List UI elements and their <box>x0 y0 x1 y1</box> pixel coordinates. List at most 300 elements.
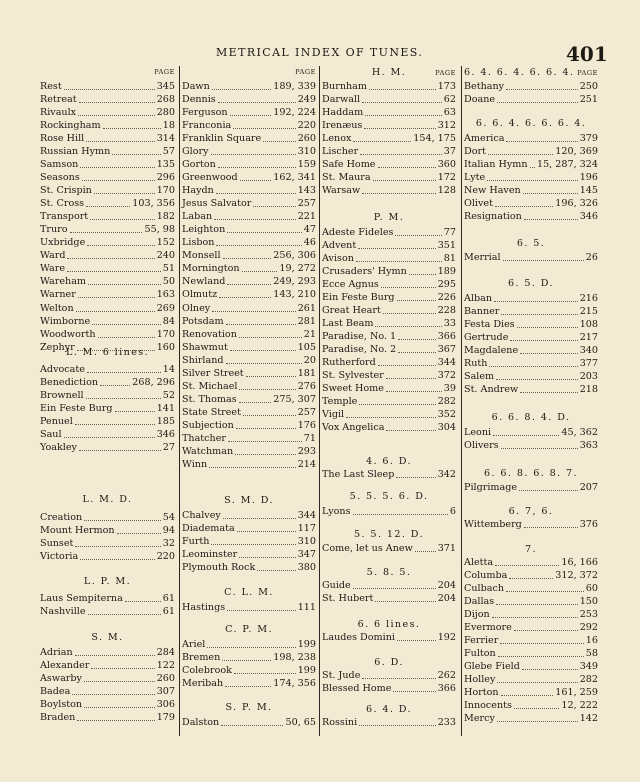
meter-heading: 7. <box>525 544 537 555</box>
dot-leader <box>519 481 578 491</box>
page-reference: 170 <box>156 328 175 340</box>
page-reference: 352 <box>437 409 456 421</box>
tune-name: Holley <box>464 674 496 686</box>
dot-leader <box>86 197 130 207</box>
tune-name: Seasons <box>40 172 80 184</box>
page-reference: 251 <box>579 94 598 106</box>
page-reference: 216 <box>579 293 598 304</box>
index-entry <box>464 556 598 569</box>
dot-leader <box>362 93 442 103</box>
page-reference: 143 <box>297 185 316 197</box>
tune-name: Vox Angelica <box>322 422 385 434</box>
dot-leader <box>227 601 296 611</box>
tune-name: Retreat <box>40 94 77 106</box>
dot-leader <box>353 579 436 589</box>
dot-leader <box>364 119 435 129</box>
index-entry <box>322 184 456 197</box>
tune-name: Avison <box>322 253 354 265</box>
page-reference: 310 <box>297 536 316 548</box>
index-entry <box>40 106 175 119</box>
index-entry <box>40 592 175 605</box>
dot-leader <box>362 669 435 679</box>
page-reference: 189, 339 <box>273 81 316 92</box>
dot-leader <box>497 712 578 722</box>
index-entry <box>464 634 598 647</box>
dot-leader <box>395 226 441 236</box>
tune-name: Banner <box>464 306 500 318</box>
index-entry <box>322 343 456 356</box>
index-entry <box>40 659 175 672</box>
tune-name: Bethany <box>464 81 505 92</box>
dot-leader <box>522 660 578 670</box>
page-title: METRICAL INDEX OF TUNES. <box>216 46 424 59</box>
tune-name: Warsaw <box>322 185 361 197</box>
page-reference: 120, 369 <box>555 146 598 158</box>
tune-name: Penuel <box>40 416 73 428</box>
page-reference: 363 <box>579 440 598 452</box>
page-reference: 16, 166 <box>561 557 598 568</box>
index-entry <box>40 249 175 262</box>
page-reference: 176 <box>297 419 316 431</box>
page-reference: 108 <box>579 319 598 331</box>
page-reference: 6 <box>449 506 456 517</box>
tune-name: Transport <box>40 211 89 223</box>
index-entry <box>182 380 316 393</box>
dot-leader <box>523 184 578 194</box>
page-reference: 61 <box>162 593 175 604</box>
page-reference: 380 <box>297 562 316 574</box>
page-reference: 306 <box>156 699 175 711</box>
index-entry <box>464 305 598 318</box>
tune-name: Yoakley <box>40 442 77 454</box>
dot-leader <box>356 252 442 262</box>
tune-name: Shawmut <box>182 341 228 353</box>
index-entry <box>182 716 316 729</box>
index-entry <box>464 582 598 595</box>
dot-leader <box>87 363 161 373</box>
dot-leader <box>80 158 154 168</box>
tune-name: St. Cross <box>40 198 85 210</box>
index-entry <box>322 505 456 518</box>
index-entry <box>40 145 175 158</box>
meter-heading: 6. 6. 4. 6. 6. 6. 4. <box>475 118 587 129</box>
tune-name: Warner <box>40 289 76 301</box>
dot-leader <box>223 509 296 519</box>
tune-name: St. Maura <box>322 172 371 184</box>
index-entry <box>464 197 598 210</box>
index-entry <box>464 595 598 608</box>
dot-leader <box>75 415 155 425</box>
dot-leader <box>514 699 559 709</box>
meter-heading: 5. 5. 5. 6. D. <box>349 491 429 502</box>
dot-leader <box>84 511 161 521</box>
page-column-label: PAGE <box>435 69 456 77</box>
meter-heading: L. P. M. <box>83 576 132 587</box>
tune-name: Greenwood <box>182 172 238 184</box>
page-reference: 14 <box>162 364 175 375</box>
index-entry <box>40 402 175 415</box>
dot-leader <box>76 302 155 312</box>
tune-name: Irenæus <box>322 120 363 132</box>
tune-name: Brownell <box>40 390 84 402</box>
page-reference: 280 <box>156 107 175 119</box>
index-entry <box>40 605 175 618</box>
page-reference: 342 <box>437 469 456 480</box>
page-reference: 181 <box>297 367 316 379</box>
meter-heading: S. M. <box>91 632 124 643</box>
page-reference: 214 <box>297 458 316 470</box>
tune-name: Thatcher <box>182 432 226 444</box>
tune-name: Boylston <box>40 699 83 711</box>
index-entry <box>40 524 175 537</box>
page-reference: 192, 224 <box>273 107 316 119</box>
tune-name: Chalvey <box>182 510 221 521</box>
index-entry <box>40 93 175 106</box>
page-column-label: PAGE <box>154 68 175 76</box>
page-header <box>0 44 640 68</box>
tune-name: Burnham <box>322 81 367 92</box>
page-reference: 257 <box>297 198 316 210</box>
page-reference: 282 <box>579 674 598 686</box>
dot-leader <box>524 518 578 528</box>
page-reference: 345 <box>156 81 175 92</box>
page-reference: 71 <box>303 432 316 444</box>
tune-name: Alexander <box>40 660 90 672</box>
page-reference: 103, 356 <box>132 198 175 210</box>
index-entry <box>464 93 598 106</box>
index-entry <box>40 428 175 441</box>
index-entry <box>322 226 456 239</box>
dot-leader <box>494 292 578 302</box>
tune-name: Glory <box>182 146 209 158</box>
tune-name: Wareham <box>40 276 87 288</box>
dot-leader <box>360 145 442 155</box>
page-reference: 12, 222 <box>561 700 598 712</box>
tune-name: Colebrook <box>182 665 232 677</box>
index-entry <box>182 302 316 315</box>
meter-heading: 5. 5. 12. D. <box>354 529 424 540</box>
index-entry <box>182 106 316 119</box>
dot-leader <box>510 331 577 341</box>
tune-name: Rivaulx <box>40 107 77 119</box>
dot-leader <box>80 550 154 560</box>
dot-leader <box>86 132 154 142</box>
page-reference: 45, 362 <box>561 427 598 438</box>
page-reference: 360 <box>437 159 456 171</box>
page-reference: 26 <box>585 252 598 263</box>
index-entry <box>464 357 598 370</box>
tune-name: Leoni <box>464 427 492 438</box>
tune-name: Advocate <box>40 364 85 375</box>
dot-leader <box>236 419 296 429</box>
index-entry <box>322 682 456 695</box>
index-entry <box>182 406 316 419</box>
index-entry <box>182 328 316 341</box>
page-reference: 367 <box>437 344 456 356</box>
tune-name: Come, let us Anew <box>322 543 413 554</box>
tune-name: Badea <box>40 686 71 698</box>
dot-leader <box>237 522 296 532</box>
dot-leader <box>496 595 577 605</box>
index-entry <box>182 509 316 522</box>
tune-name: Adrian <box>40 647 73 658</box>
dot-leader <box>239 328 302 338</box>
tune-name: Russian Hymn <box>40 146 111 158</box>
dot-leader <box>115 402 155 412</box>
index-entry <box>182 651 316 664</box>
index-entry <box>40 275 175 288</box>
dot-leader <box>520 344 578 354</box>
index-entry <box>40 685 175 698</box>
index-entry <box>322 421 456 434</box>
page-reference: 215 <box>579 306 598 318</box>
dot-leader <box>64 428 155 438</box>
dot-leader <box>393 682 435 692</box>
index-entry <box>40 363 175 376</box>
index-entry <box>464 171 598 184</box>
tune-name: Olney <box>182 302 211 314</box>
tune-name: Columba <box>464 570 508 582</box>
index-entry <box>182 393 316 406</box>
index-entry <box>182 367 316 380</box>
page-reference: 199 <box>297 639 316 650</box>
dot-leader <box>365 106 442 116</box>
page-reference: 19, 272 <box>279 263 316 275</box>
page-reference: 33 <box>443 318 456 330</box>
index-entry <box>464 481 598 494</box>
index-entry <box>40 415 175 428</box>
page-reference: 282 <box>437 396 456 408</box>
tune-name: Mornington <box>182 263 240 275</box>
dot-leader <box>212 80 271 90</box>
index-entry <box>40 184 175 197</box>
tune-name: Paradise, No. 1 <box>322 331 397 343</box>
page-reference: 281 <box>297 315 316 327</box>
page-reference: 143, 210 <box>273 289 316 301</box>
page-number: 401 <box>566 42 608 66</box>
tune-name: Evermore <box>464 622 512 634</box>
dot-leader <box>373 171 436 181</box>
index-entry <box>40 80 175 93</box>
page-reference: 260 <box>156 673 175 685</box>
index-entry <box>182 93 316 106</box>
dot-leader <box>503 251 584 261</box>
dot-leader <box>211 145 296 155</box>
index-entry <box>182 223 316 236</box>
meter-heading: C. L. M. <box>224 587 274 598</box>
index-entry <box>182 132 316 145</box>
page-reference: 20 <box>303 354 316 366</box>
tune-name: State Street <box>182 406 241 418</box>
page-reference: 292 <box>579 622 598 634</box>
meter-heading: 6. 7, 6. <box>508 506 554 517</box>
index-entry <box>182 432 316 445</box>
meter-heading: 6. 5. D. <box>507 278 554 289</box>
page-reference: 160 <box>156 341 175 353</box>
index-entry <box>464 518 598 531</box>
tune-name: Darwall <box>322 94 361 106</box>
page-reference: 18 <box>162 120 175 132</box>
page-reference: 203 <box>579 371 598 383</box>
dot-leader <box>98 328 155 338</box>
page-reference: 344 <box>297 510 316 521</box>
page-reference: 228 <box>437 305 456 317</box>
meter-heading: S. P. M. <box>225 702 273 713</box>
tune-name: Temple <box>322 396 358 408</box>
index-entry <box>182 354 316 367</box>
dot-leader <box>496 370 578 380</box>
meter-heading: C. P. M. <box>225 624 273 635</box>
index-entry <box>40 223 175 236</box>
dot-leader <box>501 305 577 315</box>
dot-leader <box>409 265 436 275</box>
page-reference: 163 <box>156 289 175 301</box>
tune-name: Glebe Field <box>464 661 520 673</box>
meter-heading: 6. 4. D. <box>365 704 412 715</box>
tune-name: Shirland <box>182 354 224 366</box>
tune-name: St. Andrew <box>464 384 519 396</box>
tune-name: Haddam <box>322 107 364 119</box>
index-entry <box>322 468 456 481</box>
index-entry <box>322 716 456 729</box>
index-column-4 <box>464 66 598 736</box>
page-reference: 314 <box>156 133 175 145</box>
tune-name: Rutherford <box>322 357 376 369</box>
page-reference: 122 <box>156 660 175 672</box>
tune-name: Adeste Fideles <box>322 227 394 238</box>
meter-heading: S. M. D. <box>224 495 274 506</box>
dot-leader <box>92 315 161 325</box>
dot-leader <box>90 210 155 220</box>
page-reference: 304 <box>437 422 456 434</box>
index-entry <box>40 537 175 550</box>
index-entry <box>182 315 316 328</box>
dot-leader <box>70 223 143 233</box>
tune-name: Truro <box>40 224 68 236</box>
index-entry <box>182 601 316 614</box>
page-reference: 145 <box>579 185 598 197</box>
tune-name: Lyons <box>322 506 351 517</box>
meter-heading: 4. 6. D. <box>365 456 412 467</box>
tune-name: Italian Hymn <box>464 159 528 171</box>
index-entry <box>182 419 316 432</box>
page-reference: 275, 307 <box>273 393 316 405</box>
index-entry <box>322 330 456 343</box>
index-entry <box>464 184 598 197</box>
dot-leader <box>524 210 578 220</box>
page-reference: 296 <box>156 172 175 184</box>
tune-name: Ruth <box>464 358 488 370</box>
tune-name: Salem <box>464 371 495 383</box>
tune-name: Gorton <box>182 159 216 171</box>
page-reference: 61 <box>162 606 175 618</box>
index-entry <box>322 592 456 605</box>
page-reference: 220 <box>156 551 175 563</box>
index-entry <box>40 197 175 210</box>
meter-heading: L. M. D. <box>82 494 133 505</box>
tune-name: Dennis <box>182 94 216 106</box>
tune-name: Aletta <box>464 557 494 568</box>
index-entry <box>322 382 456 395</box>
index-entry <box>322 252 456 265</box>
dot-leader <box>488 145 553 155</box>
index-entry <box>322 369 456 382</box>
page-reference: 226 <box>437 292 456 304</box>
index-entry <box>464 383 598 396</box>
dot-leader <box>72 685 154 695</box>
page-reference: 312 <box>437 120 456 132</box>
index-entry <box>464 699 598 712</box>
dot-leader <box>77 711 154 721</box>
page-reference: 372 <box>437 370 456 382</box>
page-reference: 240 <box>156 250 175 262</box>
tune-name: Lyte <box>464 172 486 184</box>
page-reference: 250 <box>579 81 598 92</box>
page-reference: 262 <box>437 670 456 681</box>
index-entry <box>40 262 175 275</box>
dot-leader <box>353 505 448 515</box>
dot-leader <box>79 441 161 451</box>
page-reference: 192 <box>437 632 456 643</box>
tune-name: Last Beam <box>322 318 374 330</box>
dot-leader <box>216 184 296 194</box>
index-entry <box>322 158 456 171</box>
tune-name: St. Jude <box>322 670 361 681</box>
dot-leader <box>506 80 578 90</box>
index-entry <box>182 445 316 458</box>
index-entry <box>40 132 175 145</box>
page-reference: 217 <box>579 332 598 344</box>
page-reference: 27 <box>162 442 175 454</box>
tune-name: Meribah <box>182 678 224 690</box>
index-entry <box>464 344 598 357</box>
page-reference: 340 <box>579 345 598 357</box>
index-entry <box>40 210 175 223</box>
tune-name: Creation <box>40 512 83 523</box>
dot-leader <box>378 356 436 366</box>
tune-name: Great Heart <box>322 305 381 317</box>
index-entry <box>464 145 598 158</box>
tune-name: Monsell <box>182 250 221 262</box>
dot-leader <box>88 605 161 615</box>
tune-name: America <box>464 133 505 144</box>
page-reference: 346 <box>156 429 175 441</box>
page-reference: 63 <box>443 107 456 119</box>
tune-name: Zephyr <box>40 341 75 353</box>
column-rule <box>319 66 320 736</box>
tune-name: Ware <box>40 263 66 275</box>
dot-leader <box>362 184 436 194</box>
dot-leader <box>75 646 155 656</box>
dot-leader <box>243 406 296 416</box>
index-entry <box>182 677 316 690</box>
page-reference: 81 <box>443 253 456 265</box>
tune-name: Leighton <box>182 224 226 236</box>
tune-name: Woodworth <box>40 328 96 340</box>
tune-name: Leominster <box>182 549 238 561</box>
dot-leader <box>75 537 160 547</box>
tune-name: Aswarby <box>40 673 82 685</box>
dot-leader <box>514 621 578 631</box>
index-entry <box>322 291 456 304</box>
index-entry <box>464 608 598 621</box>
index-entry <box>40 646 175 659</box>
page-reference: 150 <box>579 596 598 608</box>
index-entry <box>322 278 456 291</box>
dot-leader <box>67 249 154 259</box>
page-reference: 257 <box>297 406 316 418</box>
tune-name: Mount Hermon <box>40 525 115 537</box>
